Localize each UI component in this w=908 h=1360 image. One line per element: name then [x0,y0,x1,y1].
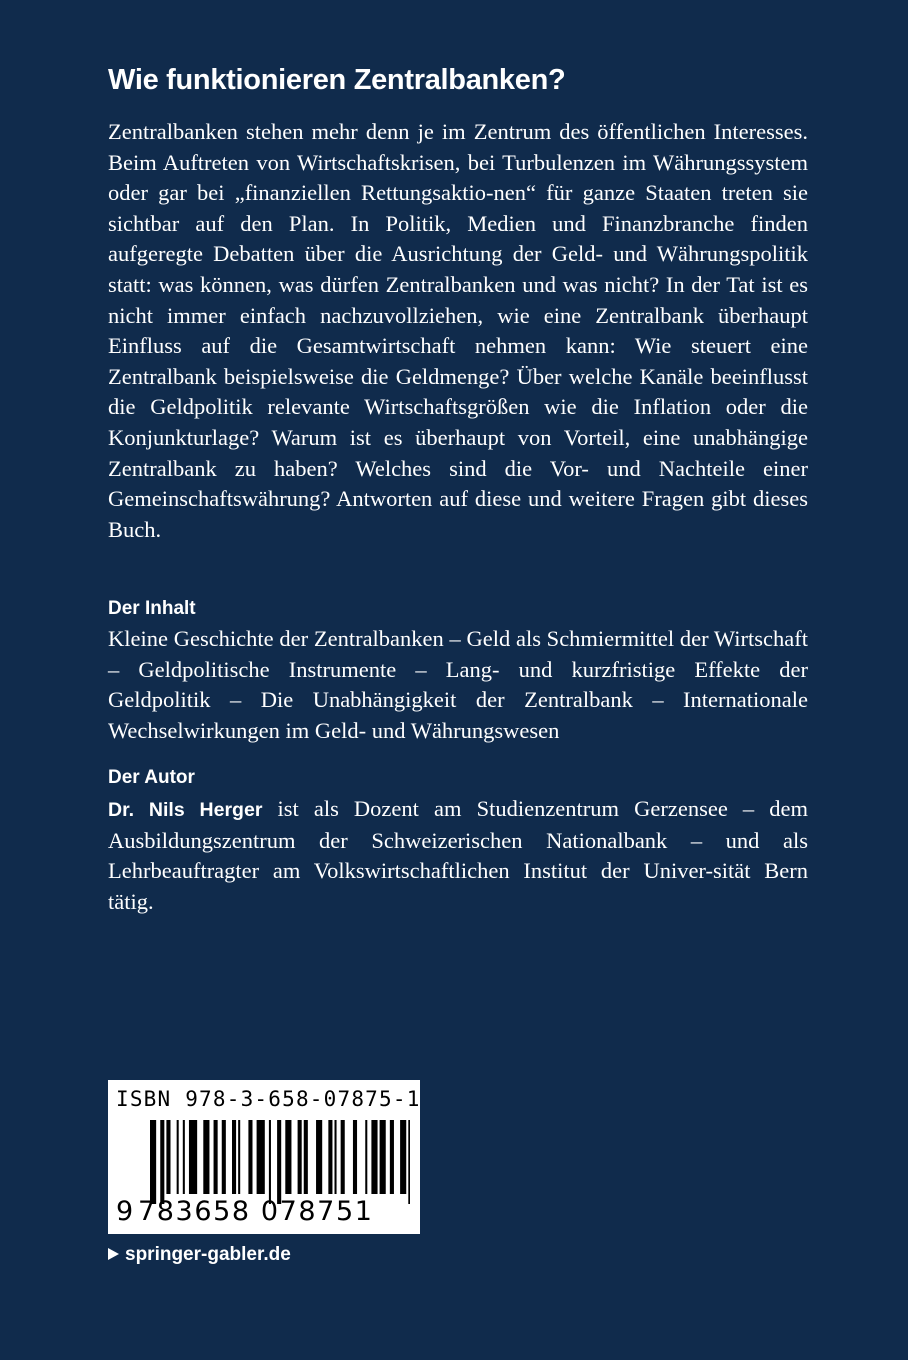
barcode-bar [214,1120,218,1194]
intro-paragraph: Zentralbanken stehen mehr denn je im Zentrum des öffentlichen Interesses. Beim Auftreten von Wirtschaftskrisen, bei Turbulenzen im Währungssystem oder gar bei „finanziellen Rettungsaktio-nen“ für ganze Staaten treten sie sichtbar auf den Plan. In Politik, Medien und Finanzbranche finden aufgeregte Debatten über die Ausrichtung der Geld- und Währungspolitik statt: was können, was dürfen Zentralbanken und was nicht? In der Tat ist es nicht immer einfach nachzuvollziehen, wie eine Zentralbank überhaupt Einfluss auf die Gesamtwirtschaft nehmen kann: Wie steuert eine Zentralbank beispielsweise die Geldmenge? Über welche Kanäle beeinflusst die Geldpolitik relevante Wirtschaftsgrößen wie die Inflation oder die Konjunkturlage? Warum ist es überhaupt von Vorteil, eine unabhängige Zentralbank zu haben? Welches sind die Vor- und Nachteile einer Gemeinschaftswährung? Antworten auf diese und weitere Fragen gibt dieses Buch. [108,119,808,542]
barcode-bar [257,1120,265,1194]
barcode-bar [353,1120,357,1194]
barcode-bar [269,1120,271,1204]
barcode-bar [203,1120,209,1194]
ean-digits: 783658 078751 [138,1196,374,1227]
barcode-bar [316,1120,322,1194]
barcode-bar [183,1120,185,1194]
barcode-bar [150,1120,156,1204]
contents-heading: Der Inhalt [108,598,196,619]
barcode-bar [328,1120,332,1194]
author-heading: Der Autor [108,767,195,788]
barcode-bar [232,1120,236,1194]
barcode-bar [160,1120,164,1204]
barcode-bar [166,1120,170,1194]
barcode-bar [285,1120,291,1194]
ean-first-digit: 9 [116,1196,134,1227]
barcode-bar [380,1120,386,1194]
barcode-bar [335,1120,337,1194]
barcode-bar [222,1120,226,1194]
barcode-bar [304,1120,308,1194]
publisher-url: springer-gabler.de [125,1244,291,1265]
publisher-link[interactable] [108,1242,291,1268]
barcode-bar [341,1120,345,1194]
barcode-bar [365,1120,367,1194]
barcode-bar [371,1120,377,1194]
author-bio: ist als Dozent am Studienzentrum Gerzensee – dem Ausbildungszentrum der Schweizerischen Nationalbank – und als Lehrbeauftragter am Volkswirtschaftlichen Institut der Univer-sität Bern tätig. [108,796,808,914]
author-name: Dr. Nils Herger [108,799,263,821]
triangle-right-icon [108,1248,119,1260]
barcode-bar [390,1120,394,1194]
barcode-bar [238,1120,240,1194]
barcode-bar [408,1120,410,1204]
contents-paragraph: Kleine Geschichte der Zentralbanken – Geld als Schmiermittel der Wirtschaft – Geldpolitische Instrumente – Lang- und kurzfristige Effekte der Geldpolitik – Die Unabhängigkeit der Zentralbank – Internationale Wechselwirkungen im Geld- und Währungswesen [108,626,808,743]
author-paragraph [108,794,808,917]
barcode-bar [248,1120,252,1194]
barcode-bar [400,1120,406,1194]
barcode-bar [277,1120,281,1204]
isbn-label: ISBN 978-3-658-07875-1 [116,1087,421,1111]
book-title: Wie funktionieren Zentralbanken? [108,64,566,96]
barcode-bar [298,1120,302,1194]
barcode-bar [189,1120,197,1194]
barcode-bar [177,1120,179,1194]
